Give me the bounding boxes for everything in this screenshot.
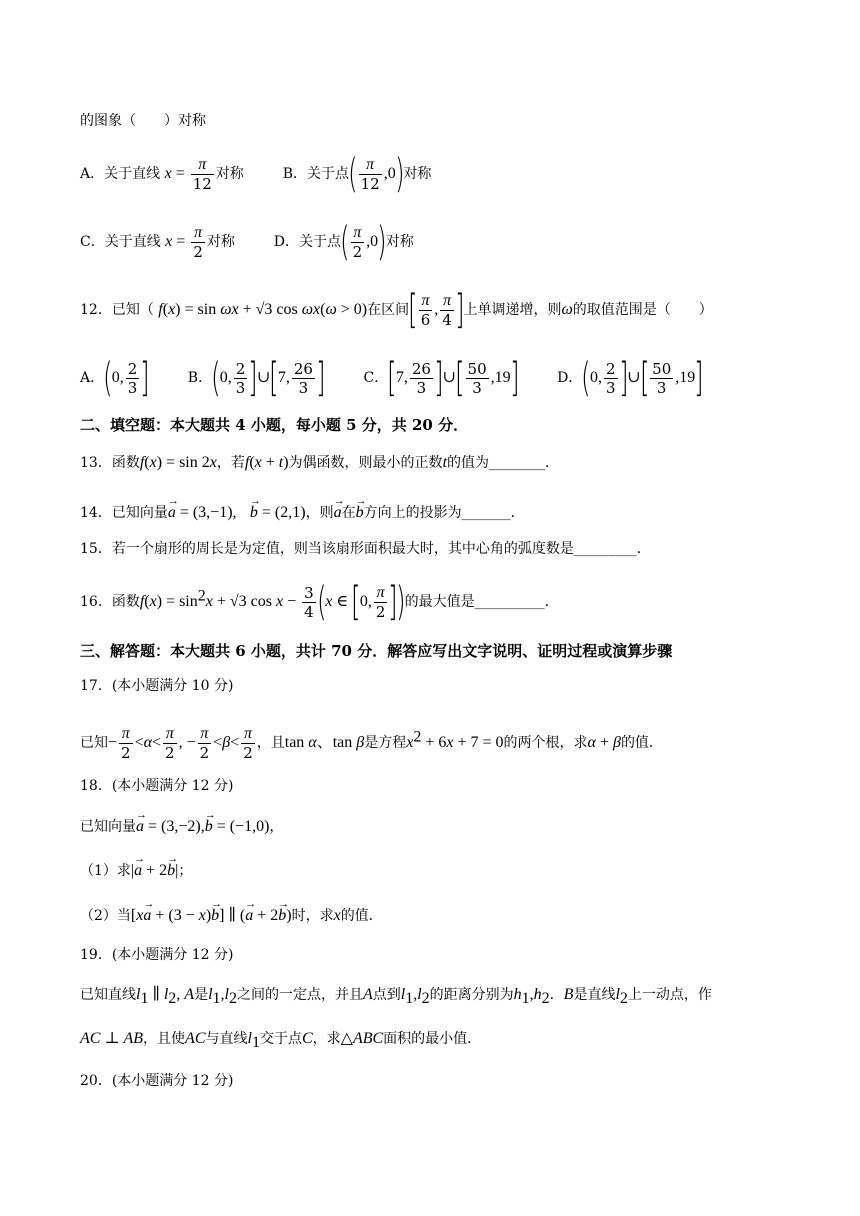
q18-part1: （1）求|→ a + 2→ b|； <box>80 861 192 881</box>
section-2-heading: 二、填空题：本大题共 4 小题，每小题 5 分，共 20 分． <box>80 416 469 434</box>
q11-options-ab: A．关于直线 x = $\frac{\pi}{12}$ 对称 B．关于点( $\frac{\pi}{12}$ ,0)对称 <box>80 151 432 197</box>
q19-body-1: 已知直线$l_1$ ∥ $l_2$, A是$l_1,l_2$之间的一定点，并且A点到$l_1,l_2$的距离分别为$h_1,h_2$．B是直线$l_2$上一动点，作 <box>80 986 712 1007</box>
q19-body-2: AC ⊥ AB，且使AC与直线$l_1$交于点C，求△ABC面积的最小值． <box>80 1030 482 1051</box>
q19-head: 19．(本小题满分 12 分) <box>80 947 234 963</box>
q17-body: 已知− $\frac{\pi}{2}$ <α< $\frac{\pi}{2}$ , − $\frac{\pi}{2}$ <β< $\frac{\pi}{2}$ ，且tan α、tan β是方程$x^2 + 6x + 7 = 0$的两个根，求α + β的值． <box>80 725 663 762</box>
q12-options: A．(0, $\frac{2}{3}$ ] B．(0, $\frac{2}{3}$ ]∪[7, $\frac{26}{3}$ ] C．[7, $\frac{26}{3}$ ]∪[ $\frac{50}{3}$ ,19] D．(0, $\frac{2}{3}$ ]∪[ $\frac{50}{3}$ ,19] <box>80 355 704 401</box>
q20-head: 20．(本小题满分 12 分) <box>80 1073 234 1089</box>
q14: 14．已知向量→ a = (3,−1), → b = (2,1)，则→ a在→ b方向上的投影为_______． <box>80 503 525 523</box>
q16: 16．函数$f(x) = \sin^2x + √3$ cos x − $\frac{3}{4}$ (x ∈ [0, $\frac{\pi}{2}$ ])的最大值是__________． <box>80 579 559 625</box>
section-3-heading: 三、解答题：本大题共 6 小题，共计 70 分．解答应写出文字说明、证明过程或演算步骤 <box>80 642 673 660</box>
q17-head: 17．(本小题满分 10 分) <box>80 678 234 694</box>
q11-tail: 的图象（ ）对称 <box>80 113 206 129</box>
q13: 13．函数f(x) = sin 2x，若f(x + t)为偶函数，则最小的正数t的值为________． <box>80 454 560 471</box>
q11-options-cd: C．关于直线 x = $\frac{\pi}{2}$ 对称 D．关于点( $\frac{\pi}{2}$ ,0)对称 <box>80 219 414 265</box>
q18-part2: （2）当[x→ a + (3 − x)→ b] ∥ (→ a + 2→ b)时，求x的值． <box>80 906 383 926</box>
q18-head: 18．(本小题满分 12 分) <box>80 778 234 794</box>
q18-body: 已知向量→ a = (3,−2),→ b = (−1,0)， <box>80 817 283 837</box>
q12-stem: 12．已知（ f(x) = sin ωx + √3 cos ωx(ω > 0)在区间[ $\frac{\pi}{6}$ , $\frac{\pi}{4}$ ]上单调递增，则ω的取值范围是（ ） <box>80 287 713 333</box>
q15: 15．若一个扇形的周长是为定值，则当该扇形面积最大时，其中心角的弧度数是_________． <box>80 541 651 557</box>
